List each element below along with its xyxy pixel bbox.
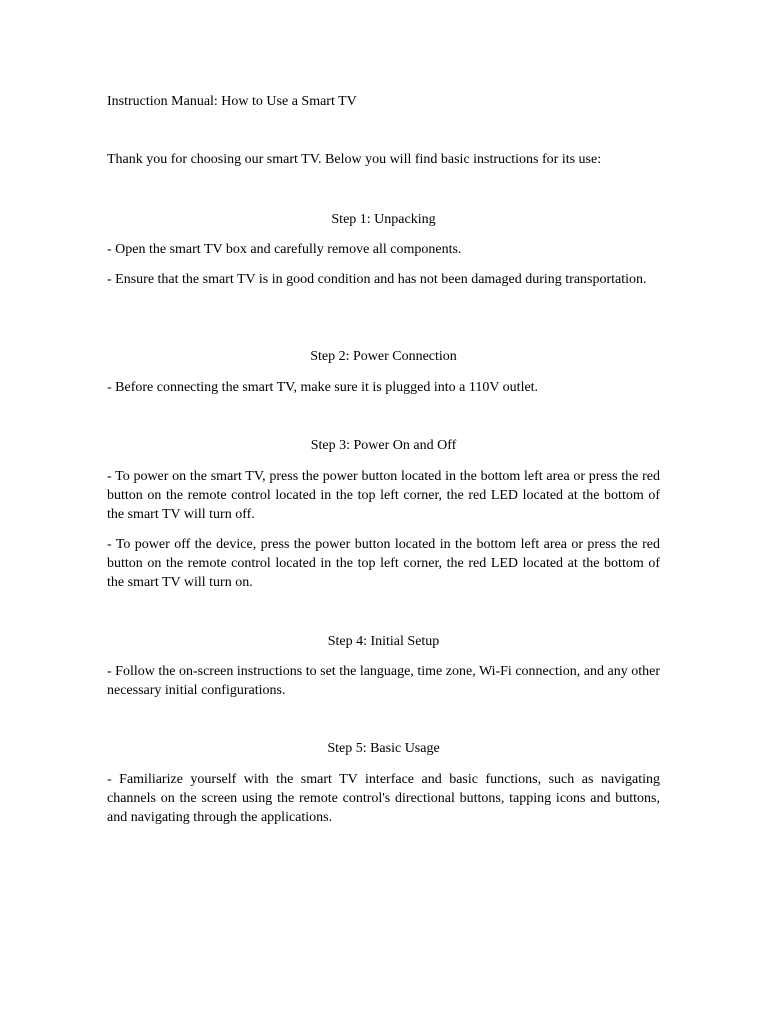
- document-page: [107, 0, 660, 1024]
- document-title: Instruction Manual: How to Use a Smart TV: [107, 94, 357, 109]
- step-2-heading: Step 2: Power Connection: [310, 349, 457, 364]
- step-5-heading: Step 5: Basic Usage: [327, 741, 440, 756]
- step-4-heading: Step 4: Initial Setup: [327, 634, 440, 649]
- step-1-paragraph-1: - Open the smart TV box and carefully remove all components.: [107, 242, 462, 257]
- intro-paragraph: Thank you for choosing our smart TV. Below you will find basic instructions for its use:: [107, 152, 602, 167]
- step-2-paragraph-1: - Before connecting the smart TV, make sure it is plugged into a 110V outlet.: [107, 380, 539, 395]
- step-3-paragraph-2: - To power off the device, press the power button located in the bottom left area or press the red button on the remote control located in the top left corner, the red LED located at the bottom of the smart TV will turn on.: [107, 537, 660, 590]
- step-1-paragraph-2: - Ensure that the smart TV is in good condition and has not been damaged during transportation.: [107, 272, 647, 287]
- step-4-paragraph-1: - Follow the on-screen instructions to set the language, time zone, Wi-Fi connection, and any other necessary initial configurations.: [107, 664, 660, 698]
- step-5-paragraph-1: - Familiarize yourself with the smart TV interface and basic functions, such as navigating channels on the screen using the remote control's directional buttons, tapping icons and buttons, and navigating through the applications.: [107, 772, 660, 825]
- step-1-heading: Step 1: Unpacking: [331, 212, 436, 227]
- step-3-heading: Step 3: Power On and Off: [310, 438, 457, 453]
- step-3-paragraph-1: - To power on the smart TV, press the power button located in the bottom left area or press the red button on the remote control located in the top left corner, the red LED located at the bottom of the smart TV will turn off.: [107, 469, 660, 522]
